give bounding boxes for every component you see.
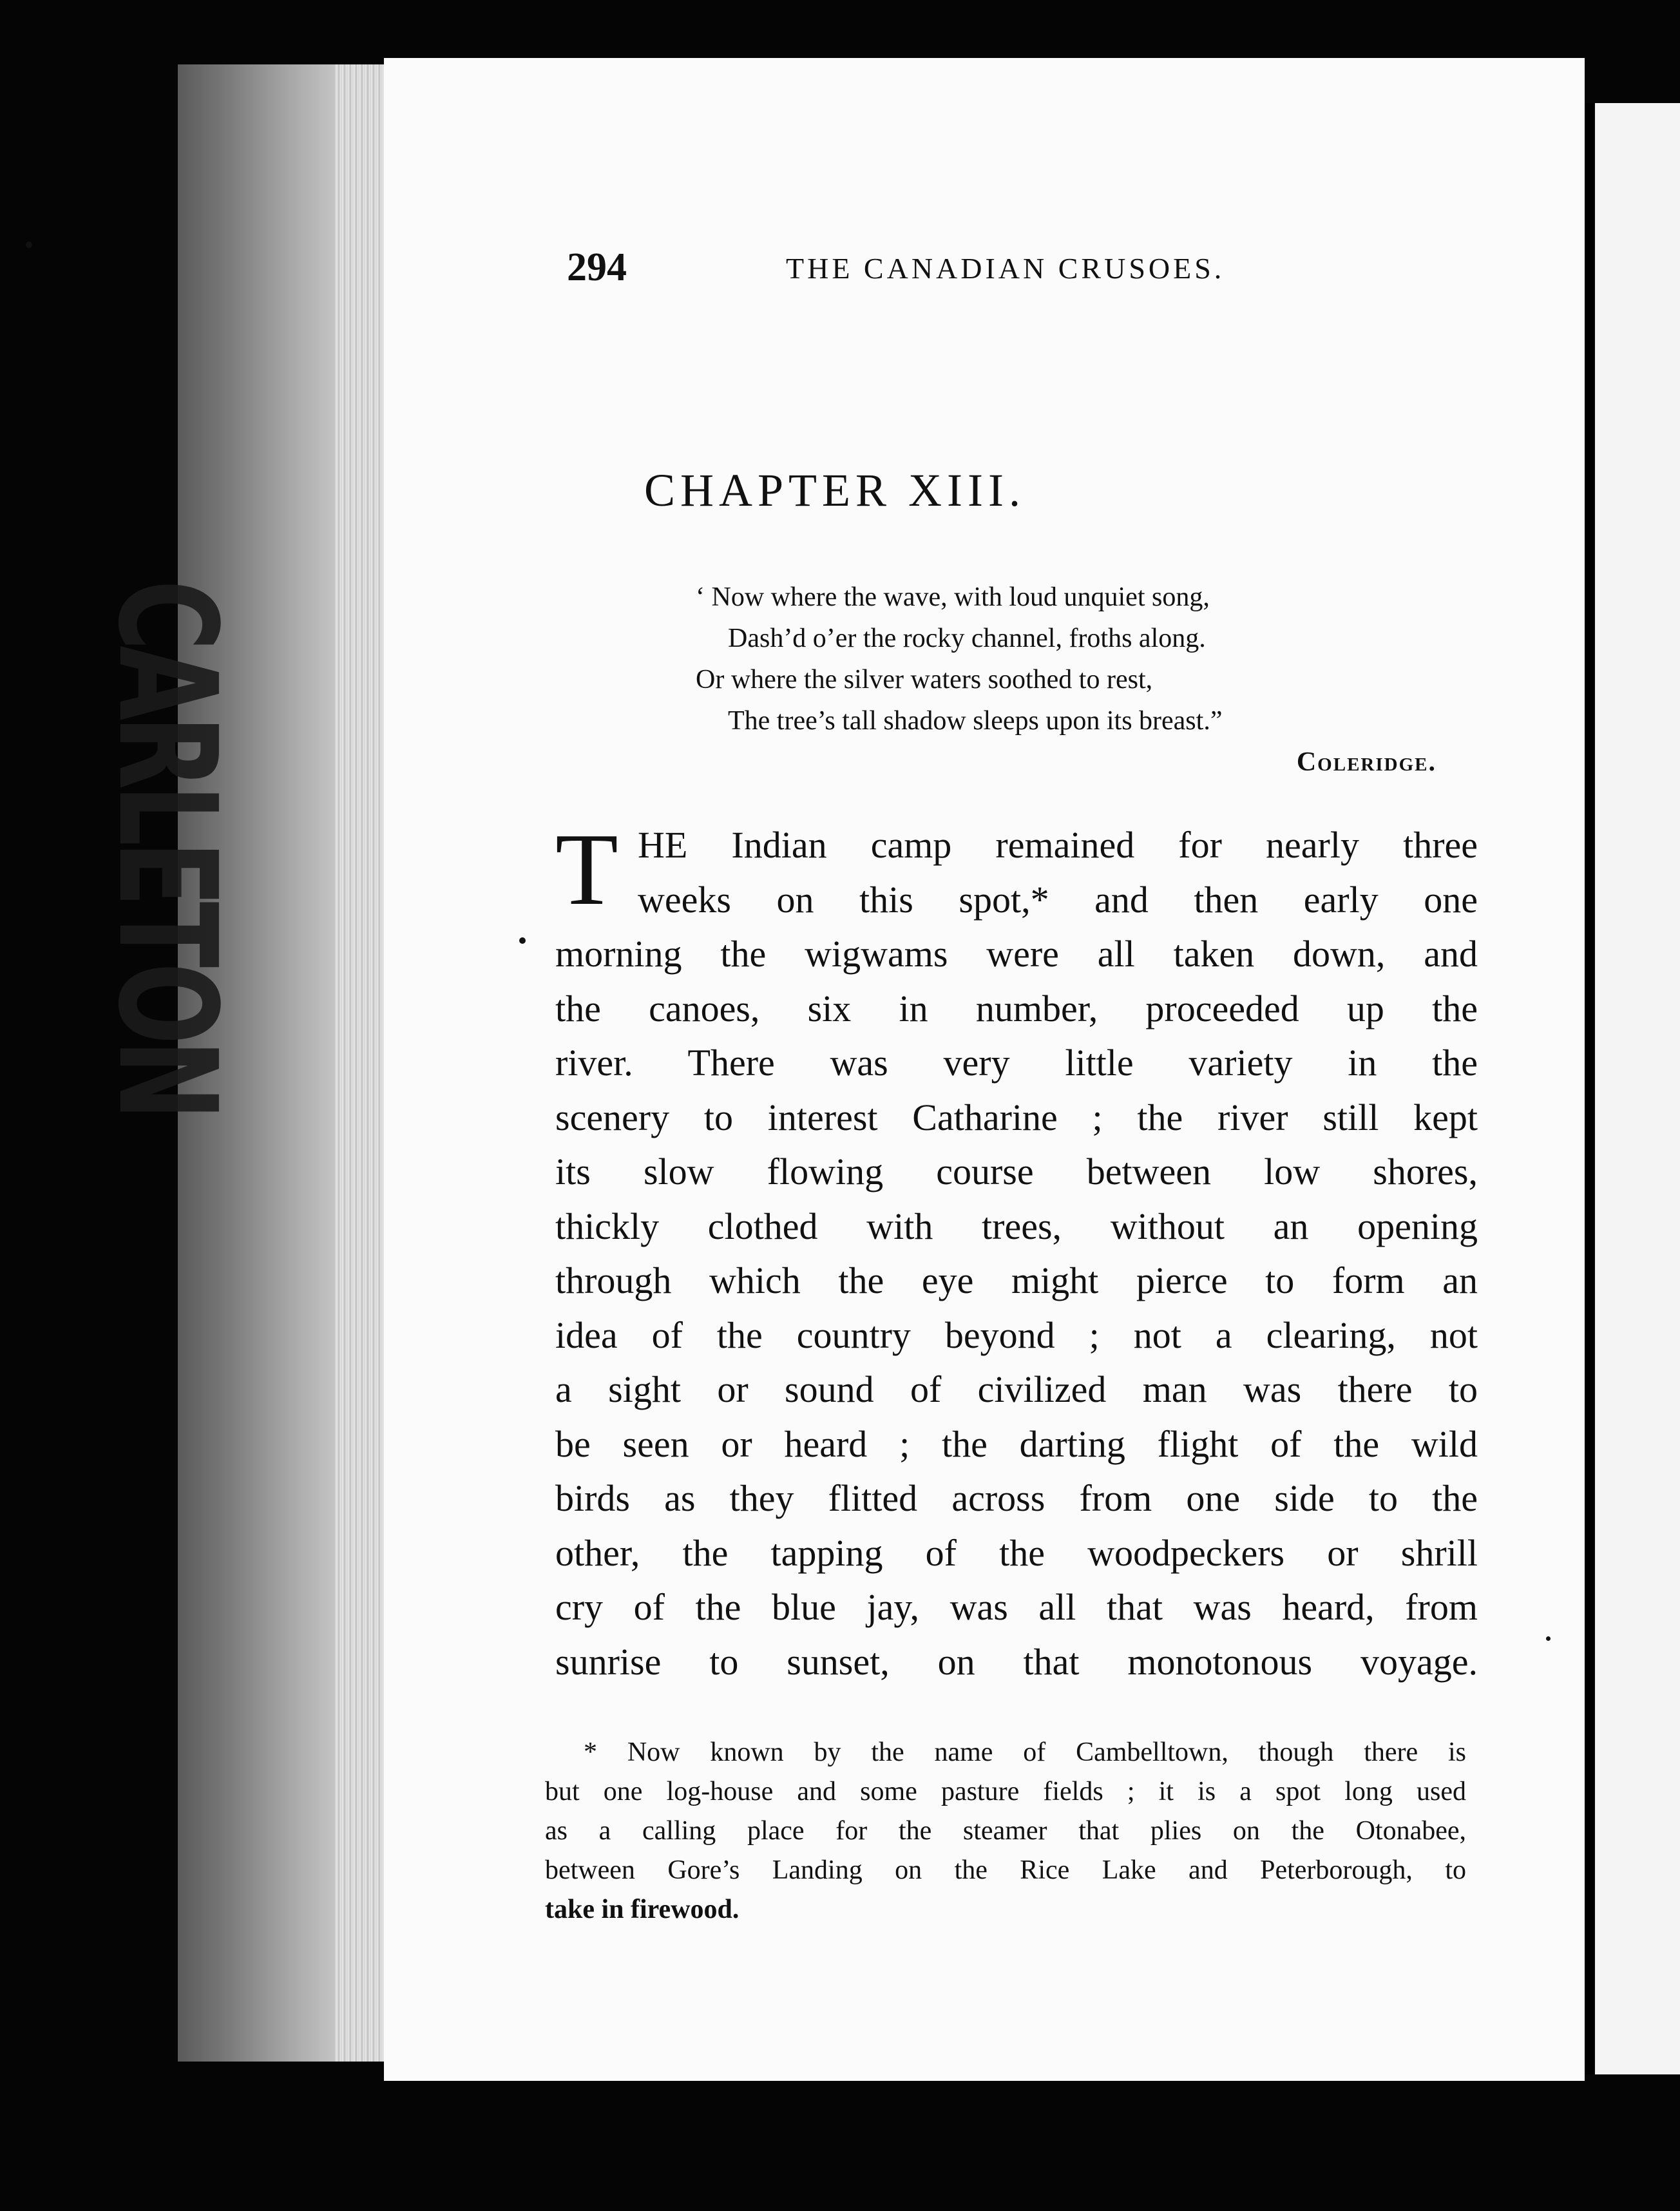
body-line: its slow flowing course between low shores,: [555, 1151, 1478, 1192]
running-title: THE CANADIAN CRUSOES.: [786, 252, 1225, 285]
footnote-line: between Gore’s Landing on the Rice Lake and Peterborough, to: [545, 1855, 1466, 1885]
drop-cap-block: [555, 812, 1478, 927]
body-line: be seen or heard ; the darting flight of the wild: [555, 1422, 1478, 1465]
body-line: river. There was very little variety in the: [555, 1042, 1478, 1084]
epigraph-line: Or where the silver waters soothed to rest,: [696, 665, 1153, 694]
body-line: sunrise to sunset, on that monotonous voyage.: [555, 1640, 1478, 1683]
epigraph-line: The tree’s tall shadow sleeps upon its breast.”: [728, 706, 1223, 736]
page-edges: [335, 64, 387, 2062]
body-line: the canoes, six in number, proceeded up the: [555, 987, 1478, 1029]
footnote: [545, 1733, 1466, 1929]
speck-mark: [26, 242, 32, 248]
library-stamp: CARLETON: [88, 580, 245, 1116]
body-line: a sight or sound of civilized man was there to: [555, 1368, 1478, 1410]
body-line: idea of the country beyond ; not a clearing, not: [555, 1314, 1478, 1356]
page-number: 294: [567, 245, 627, 289]
body-line: thickly clothed with trees, without an opening: [555, 1205, 1478, 1247]
drop-cap: T: [555, 812, 618, 926]
footnote-line: as a calling place for the steamer that plies on the Otonabee,: [545, 1816, 1466, 1846]
body-line: weeks on this spot,* and then early one: [638, 878, 1478, 921]
body-paragraph: [555, 812, 1478, 1689]
footnote-line: * Now known by the name of Cambelltown, though there is: [584, 1737, 1466, 1767]
epigraph-attribution: Coleridge.: [1296, 747, 1437, 777]
page-gutter: [1585, 103, 1594, 2074]
epigraph: [696, 577, 1443, 783]
footnote-line: but one log-house and some pasture fields ; it is a spot long used: [545, 1777, 1466, 1806]
speck-mark: [519, 937, 526, 944]
body-line: HE Indian camp remained for nearly three: [638, 824, 1478, 866]
body-line: cry of the blue jay, was all that was heard, from: [555, 1586, 1478, 1628]
body-line: morning the wigwams were all taken down, and: [555, 933, 1478, 975]
body-line: other, the tapping of the woodpeckers or shrill: [555, 1531, 1478, 1574]
epigraph-line: Dash’d o’er the rocky channel, froths along.: [728, 624, 1206, 653]
epigraph-line: ‘ Now where the wave, with loud unquiet song,: [696, 582, 1210, 612]
chapter-title: CHAPTER XIII.: [644, 464, 1026, 516]
body-line: through which the eye might pierce to form an: [555, 1259, 1478, 1301]
body-line: scenery to interest Catharine ; the river still kept: [555, 1096, 1478, 1138]
facing-page-edge: [1595, 103, 1680, 2074]
body-line: birds as they flitted across from one side to the: [555, 1477, 1478, 1519]
speck-mark: [1546, 1636, 1551, 1641]
footnote-line: take in firewood.: [545, 1895, 740, 1924]
